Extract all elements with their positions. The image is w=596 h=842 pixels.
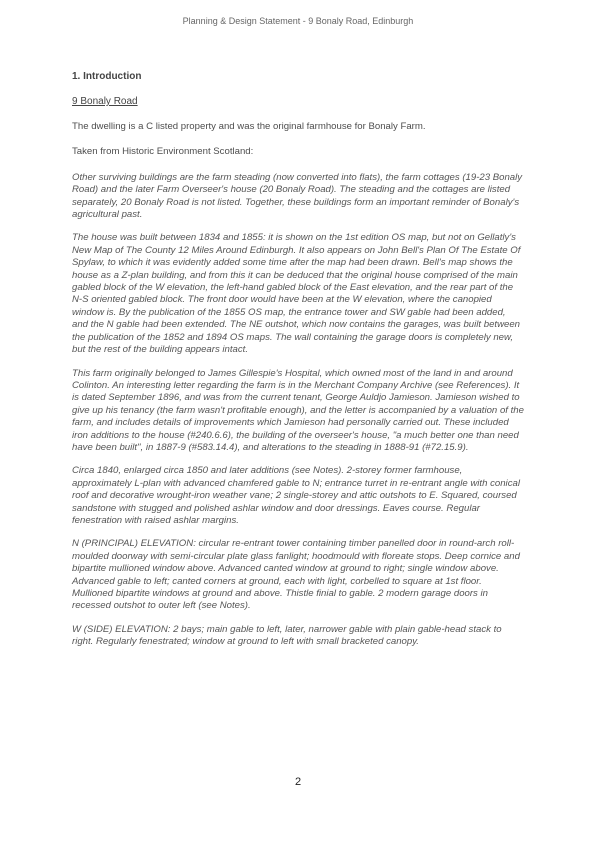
page-header: Planning & Design Statement - 9 Bonaly Road, Edinburgh [182,16,414,26]
section-title: 1. Introduction [72,71,142,82]
quote-paragraph: N (PRINCIPAL) ELEVATION: circular re-entrant tower containing timber panelled door in round-arch roll-moulded doorway with semi-circular plate glass fanlight; hoodmould with floreate stops. Deep cornice and bipartite mullioned window above. Advanced canted window at ground to right; single window above. Advanced gable to left; canted corners at ground, each with light, corbelled to square at 1st floor. Mullioned bipartite windows at ground and above. Thistle finial to gable. 2 modern garage doors in recessed outshot to outer left (see Notes). [72,538,520,612]
page-number: 2 [294,776,302,788]
intro-paragraph: The dwelling is a C listed property and was the original farmhouse for Bonaly Farm. [72,121,426,132]
document-body [72,71,524,660]
quote-paragraph: Circa 1840, enlarged circa 1850 and later additions (see Notes). 2-storey former farmhouse, approximately L-plan with advanced chamfered gable to N; entrance turret in re-entrant angle with conical roof and decorative wrought-iron weather vane; 2 single-storey and attic outshots to E. Squared, coursed sandstone with stugged and polished ashlar window and door dressings. Eaves course. Regular fenestration with raised ashlar margins. [72,465,520,526]
quote-paragraph: The house was built between 1834 and 1855: it is shown on the 1st edition OS map, but not on Gellatly's New Map of The County 12 Miles Around Edinburgh. It also appears on John Bell's Plan Of The Estate Of Spylaw, to which it was evidently added some time after the map had been drawn. Bell's map shows the house as a Z-plan building, and from this it can be deduced that the original house comprised of the main gabled block of the W elevation, the left-hand gabled block of the East elevation, and the rear part of the N-S oriented gabled block. The front door would have been at the W elevation, where the canopied window is. By the publication of the 1855 OS map, the entrance tower and SW gable had been added, and the N gable had been extended. The NE outshot, which now contains the garages, was built between the publication of the 1852 and 1894 OS maps. The wall containing the garage doors is completely new, but the rest of the building appears intact. [72,232,521,356]
quote-paragraph: This farm originally belonged to James Gillespie's Hospital, which owned most of the land in and around Colinton. An interesting letter regarding the farm is in the Merchant Company Archive (see References). It is dated September 1896, and was from the current tenant, George Auldjo Jamieson. Jamieson wished to give up his tenancy (the farm wasn't profitable enough), and the letter is accompanied by a valuation of the farm, and includes details of improvements which Jamieson had personally carried out. These included iron additions to the house (#240.6.6), the building of the overseer's house, "a much better one than need have been built", in 1887-9 (#583.14.4), and alterations to the steading in 1888-91 (#72.15.9). [72,367,524,453]
source-paragraph: Taken from Historic Environment Scotland: [72,146,254,158]
quote-paragraph: W (SIDE) ELEVATION: 2 bays; main gable to left, later, narrower gable with plain gable-head stack to right. Regularly fenestrated; window at ground to left with small bracketed canopy. [72,623,502,648]
property-subheading: 9 Bonaly Road [72,96,138,107]
quote-paragraph: Other surviving buildings are the farm steading (now converted into flats), the farm cottages (19-23 Bonaly Road) and the later Farm Overseer's house (20 Bonaly Road). The steading and the cottages are listed separately, 20 Bonaly Road is not listed. Together, these buildings form an important reminder of Bonaly's agricultural past. [72,171,523,221]
